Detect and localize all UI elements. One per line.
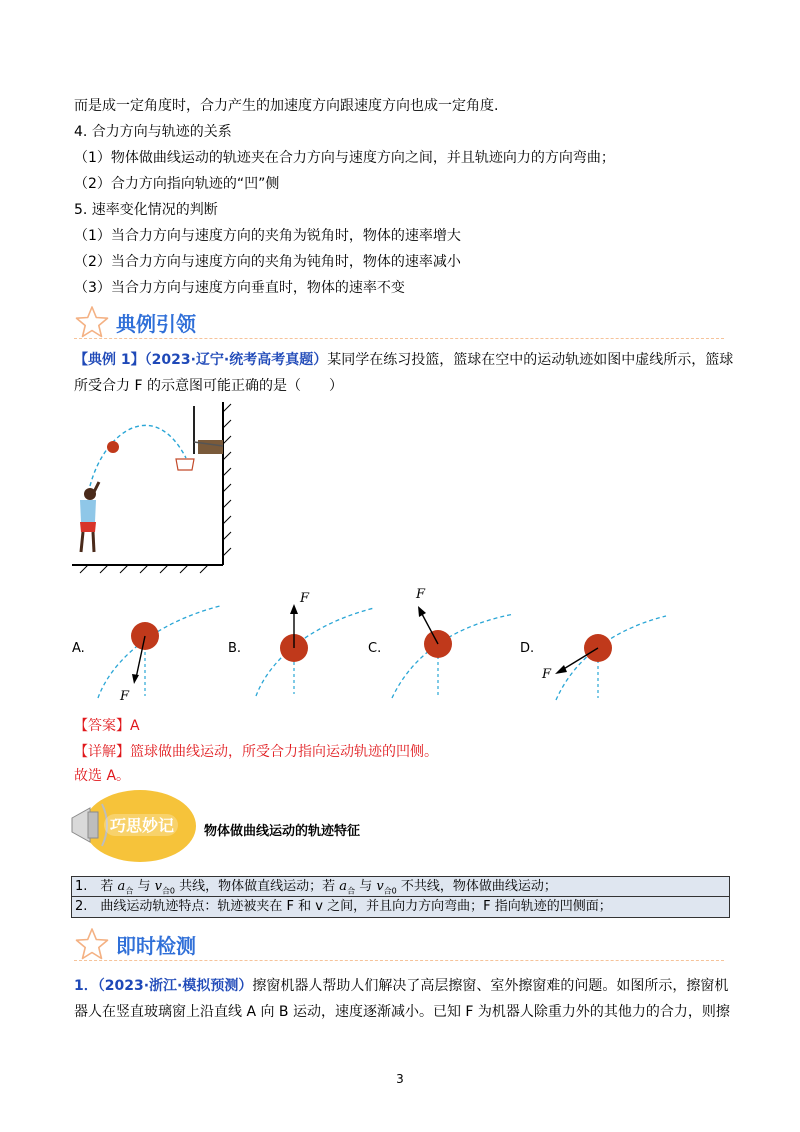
section-title: 即时检测: [116, 933, 196, 958]
question-line-1: [74, 976, 728, 996]
tip-row-1: 1. 若 $a_合$ 与 $v_{合0}$ 共线，物体做直线运动；若 $a_合$ 与 $v_{合0}$ 不共线，物体做曲线运动；: [75, 879, 557, 896]
point-5-3: （3）当合力方向与速度方向垂直时，物体的速率不变: [74, 280, 405, 296]
option-b-label: B.: [228, 641, 242, 656]
star-icon: [74, 304, 110, 340]
option-d-diagram: [536, 600, 676, 706]
point-5-2: （2）当合力方向与速度方向的夹角为钝角时，物体的速率减小: [74, 254, 461, 270]
example-line-2: 所受合力 F 的示意图可能正确的是（ ）: [74, 378, 343, 394]
star-icon: [74, 926, 110, 962]
point-5-1: （1）当合力方向与速度方向的夹角为锐角时，物体的速率增大: [74, 228, 461, 244]
force-label-c: F: [416, 587, 426, 602]
section-divider: [74, 960, 724, 961]
heading-4: 4. 合力方向与轨迹的关系: [74, 124, 232, 140]
force-label-b: F: [300, 591, 310, 606]
force-label-d: F: [542, 667, 552, 682]
heading-5: 5. 速率变化情况的判断: [74, 202, 218, 218]
tip-badge: [68, 790, 198, 868]
question-line-2: 器人在竖直玻璃窗上沿直线 A 向 B 运动，速度逐渐减小。已知 F 为机器人除重力外的其他力的合力，则擦: [74, 1004, 730, 1020]
point-4-1: （1）物体做曲线运动的轨迹夹在合力方向与速度方向之间，并且轨迹向力的方向弯曲；: [74, 150, 615, 166]
option-c-diagram: [382, 584, 522, 700]
force-label-a: F: [120, 689, 130, 704]
question-source: （2023·浙江·模拟预测）: [97, 978, 253, 994]
example-text: 某同学在练习投篮，篮球在空中的运动轨迹如图中虚线所示，篮球: [327, 352, 734, 368]
intro-paragraph: 而是成一定角度时，合力产生的加速度方向跟速度方向也成一定角度.: [74, 98, 499, 114]
section-header-examples: [74, 302, 196, 342]
example-tag: 【典例 1】（2023·辽宁·统考高考真题）: [74, 352, 328, 368]
answer: 【答案】A: [74, 718, 140, 734]
tip-row-2: 2. 曲线运动轨迹特点：轨迹被夹在 F 和 v 之间，并且向力方向弯曲；F 指向轨迹的凹侧面；: [72, 896, 729, 916]
tip-badge-text: 巧思妙记: [109, 816, 175, 835]
option-a-label: A.: [72, 641, 85, 656]
answer-conclusion: 故选 A。: [74, 768, 131, 784]
option-a-diagram: [90, 596, 230, 706]
tip-title: 物体做曲线运动的轨迹特征: [204, 824, 361, 839]
tip-box: [71, 876, 730, 918]
section-divider: [74, 338, 724, 339]
basketball-scene: [72, 402, 237, 574]
question-text: 擦窗机器人帮助人们解决了高层擦窗、室外擦窗难的问题。如图所示，擦窗机: [252, 978, 729, 994]
section-title: 典例引领: [116, 311, 196, 336]
option-b-diagram: [242, 590, 382, 700]
point-4-2: （2）合力方向指向轨迹的“凹”侧: [74, 176, 280, 192]
answer-detail: 【详解】篮球做曲线运动，所受合力指向运动轨迹的凹侧。: [74, 744, 438, 760]
option-d-label: D.: [520, 641, 535, 656]
section-header-check: [74, 924, 196, 964]
page-number: 3: [396, 1072, 404, 1086]
question-number: 1．: [74, 978, 98, 994]
option-c-label: C.: [368, 641, 382, 656]
example-line-1: [74, 350, 733, 370]
